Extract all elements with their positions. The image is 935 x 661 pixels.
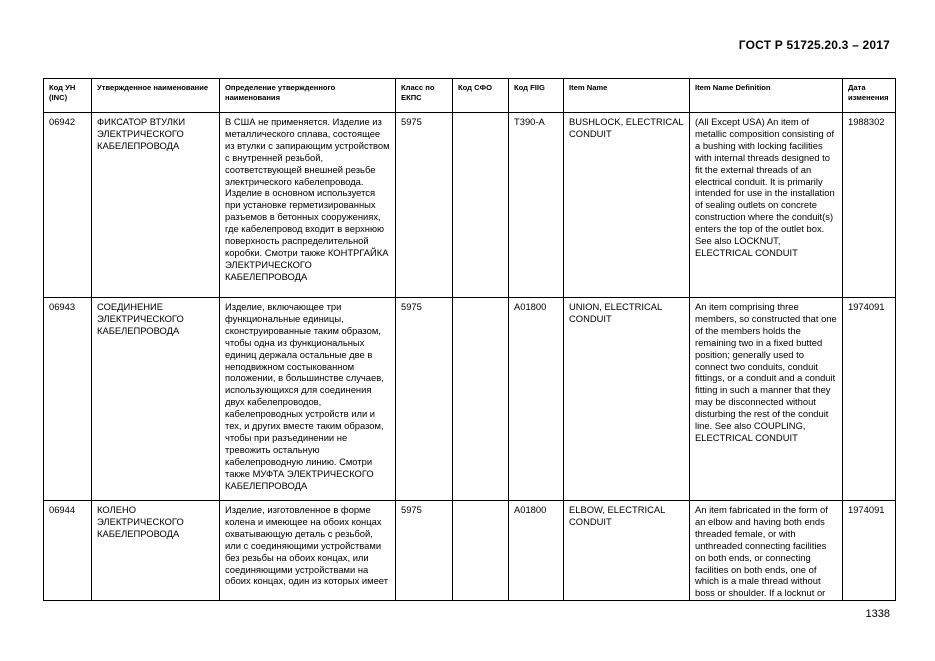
header-change-date: Дата изменения [843, 79, 896, 113]
table-row [44, 298, 896, 501]
cell-item-name-definition: An item comprising three members, so constructed that one of the members holds the remaining two in a fixed butted position; generally used to connect two conduits, conduit fittings, or a conduit and a conduit fitting in such a manner that they may be disconnected without disturbing the rest of the conduit line. See also COUPLING, ELECTRICAL CONDUIT [690, 298, 843, 501]
header-sfo-code: Код СФО [453, 79, 509, 113]
cell-change-date: 1974091 [843, 298, 896, 501]
cell-approved-name: СОЕДИНЕНИЕ ЭЛЕКТРИЧЕСКОГО КАБЕЛЕПРОВОДА [92, 298, 220, 501]
cell-sfo-code [453, 113, 509, 298]
header-item-name-definition: Item Name Definition [690, 79, 843, 113]
header-definition: Определение утвержденного наименования [220, 79, 396, 113]
cell-sfo-code [453, 298, 509, 501]
cell-definition: Изделие, изготовленное в форме колена и имеющее на обоих концах охватывающую деталь с резьбой, или с соединяющими устройствами без резьбы на обоих концах, или соединяющими устройствами на обоих концах, один из которых имеет [220, 501, 396, 601]
cell-approved-name: ФИКСАТОР ВТУЛКИ ЭЛЕКТРИЧЕСКОГО КАБЕЛЕПРОВОДА [92, 113, 220, 298]
nomenclature-table [43, 78, 896, 601]
standard-title: ГОСТ Р 51725.20.3 – 2017 [738, 38, 890, 52]
cell-item-name-definition: (All Except USA) An item of metallic composition consisting of a bushing with locking facilities with internal threads designed to fit the external threads of an electrical conduit. It is primarily intended for use in the installation of sealing outlets on concrete construction where the conduit(s) enters the top of the outlet box. See also LOCKNUT, ELECTRICAL CONDUIT [690, 113, 843, 298]
cell-item-name-definition: An item fabricated in the form of an elbow and having both ends threaded female, or with unthreaded connecting facilities on both ends, or connecting facilities on both ends, one of which is a male thread without boss or shoulder. If a locknut or [690, 501, 843, 601]
cell-ekps-class: 5975 [396, 113, 453, 298]
header-inc: Код УН (INC) [44, 79, 92, 113]
table-row [44, 501, 896, 601]
table-row [44, 113, 896, 298]
cell-definition: В США не применяется. Изделие из металлического сплава, состоящее из втулки с запирающим устройством с внутренней резьбой, соответствующей внешней резьбе электрического кабелепровода. Изделие в основном используется при установке герметизированных разъемов в бетонных сооружениях, где кабелепровод входит в верхнюю поверхность распределительной коробки. Смотри также КОНТРГАЙКА ЭЛЕКТРИЧЕСКОГО КАБЕЛЕПРОВОДА [220, 113, 396, 298]
cell-approved-name: КОЛЕНО ЭЛЕКТРИЧЕСКОГО КАБЕЛЕПРОВОДА [92, 501, 220, 601]
cell-item-name: BUSHLOCK, ELECTRICAL CONDUIT [564, 113, 690, 298]
cell-sfo-code [453, 501, 509, 601]
cell-inc: 06944 [44, 501, 92, 601]
cell-fiig-code: A01800 [509, 501, 564, 601]
cell-fiig-code: A01800 [509, 298, 564, 501]
header-item-name: Item Name [564, 79, 690, 113]
cell-fiig-code: T390-A [509, 113, 564, 298]
header-approved-name: Утвержденное наименование [92, 79, 220, 113]
cell-inc: 06943 [44, 298, 92, 501]
header-ekps-class: Класс по ЕКПС [396, 79, 453, 113]
cell-item-name: ELBOW, ELECTRICAL CONDUIT [564, 501, 690, 601]
cell-change-date: 1988302 [843, 113, 896, 298]
cell-ekps-class: 5975 [396, 501, 453, 601]
page-number: 1338 [865, 608, 890, 620]
header-fiig-code: Код FIIG [509, 79, 564, 113]
cell-definition: Изделие, включающее три функциональные единицы, сконструированные таким образом, чтобы одна из функциональных единиц держала остальные две в неподвижном состыкованном положении, в большинстве случаев, использующихся для соединения двух кабелепроводов, кабелепроводных устройств или и тех, и других вместе таким образом, чтобы при разъединении не тревожить остальную кабелепроводную линию. Смотри также МУФТА ЭЛЕКТРИЧЕСКОГО КАБЕЛЕПРОВОДА [220, 298, 396, 501]
cell-ekps-class: 5975 [396, 298, 453, 501]
table-header-row [44, 79, 896, 113]
cell-change-date: 1974091 [843, 501, 896, 601]
cell-inc: 06942 [44, 113, 92, 298]
cell-item-name: UNION, ELECTRICAL CONDUIT [564, 298, 690, 501]
